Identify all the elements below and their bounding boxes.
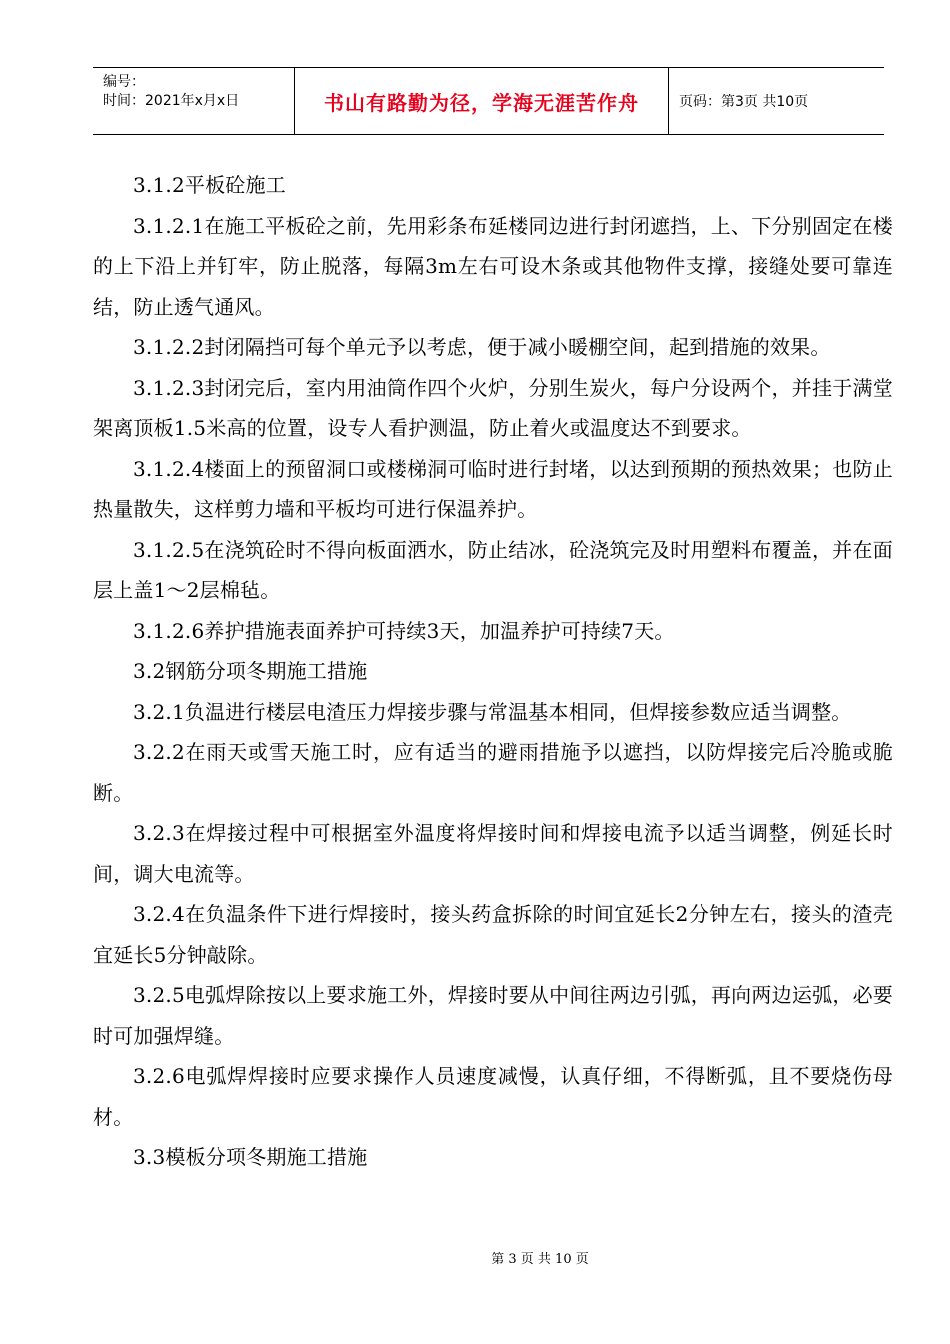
header-meta [93, 68, 295, 134]
paragraph-3-1-2-2: 3.1.2.2封闭隔挡可每个单元予以考虑，便于减小暖棚空间，起到措施的效果。 [133, 335, 831, 359]
paragraph-3-2-2: 3.2.2在雨天或雪天施工时，应有适当的避雨措施予以遮挡，以防焊接完后冷脆或脆断。 [93, 740, 893, 805]
paragraph-3-1-2: 3.1.2平板砼施工 [133, 173, 286, 197]
paragraph-3-1-2-4: 3.1.2.4楼面上的预留洞口或楼梯洞可临时进行封堵，以达到预期的预热效果；也防止热量散失，这样剪力墙和平板均可进行保温养护。 [93, 456, 893, 521]
paragraph-3-2-6: 3.2.6电弧焊焊接时应要求操作人员速度减慢，认真仔细，不得断弧，且不要烧伤母材。 [93, 1064, 893, 1129]
paragraph-3-2-4: 3.2.4在负温条件下进行焊接时，接头药盒拆除的时间宜延长2分钟左右，接头的渣壳宜延长5分钟敲除。 [93, 902, 893, 967]
header-page-label: 页码：第3页 共10页 [679, 94, 809, 110]
page-footer: 第 3 页 共 10 页 [491, 1252, 589, 1267]
header-number-label: 编号： [103, 74, 145, 90]
document-body [93, 165, 893, 1178]
paragraph-3-1-2-6: 3.1.2.6养护措施表面养护可持续3天，加温养护可持续7天。 [133, 618, 675, 643]
section-heading-3-3: 3.3模板分项冬期施工措施 [133, 1145, 368, 1169]
paragraph-3-1-2-5: 3.1.2.5在浇筑砼时不得向板面洒水，防止结冰，砼浇筑完及时用塑料布覆盖，并在面层上盖1～2层棉毡。 [93, 537, 893, 602]
header-motto: 书山有路勤为径，学海无涯苦作舟 [295, 68, 669, 134]
document-header [93, 67, 884, 135]
paragraph-3-2-3: 3.2.3在焊接过程中可根据室外温度将焊接时间和焊接电流予以适当调整，例延长时间，调大电流等。 [93, 821, 893, 886]
paragraph-3-2-1: 3.2.1负温进行楼层电渣压力焊接步骤与常温基本相同，但焊接参数应适当调整。 [133, 699, 852, 724]
section-heading-3-2: 3.2钢筋分项冬期施工措施 [133, 659, 368, 683]
paragraph-3-1-2-1: 3.1.2.1在施工平板砼之前，先用彩条布延楼同边进行封闭遮挡，上、下分别固定在楼的上下沿上并钉牢，防止脱落，每隔3m左右可设木条或其他物件支撑，接缝处要可靠连结，防止透气通风。 [93, 213, 893, 319]
paragraph-3-1-2-3: 3.1.2.3封闭完后，室内用油筒作四个火炉，分别生炭火，每户分设两个，并挂于满堂架离顶板1.5米高的位置，设专人看护测温，防止着火或温度达不到要求。 [93, 375, 893, 440]
paragraph-3-2-5: 3.2.5电弧焊除按以上要求施工外，焊接时要从中间往两边引弧，再向两边运弧，必要时可加强焊缝。 [93, 983, 893, 1048]
header-time-label: 时间：2021年x月x日 [103, 93, 240, 109]
